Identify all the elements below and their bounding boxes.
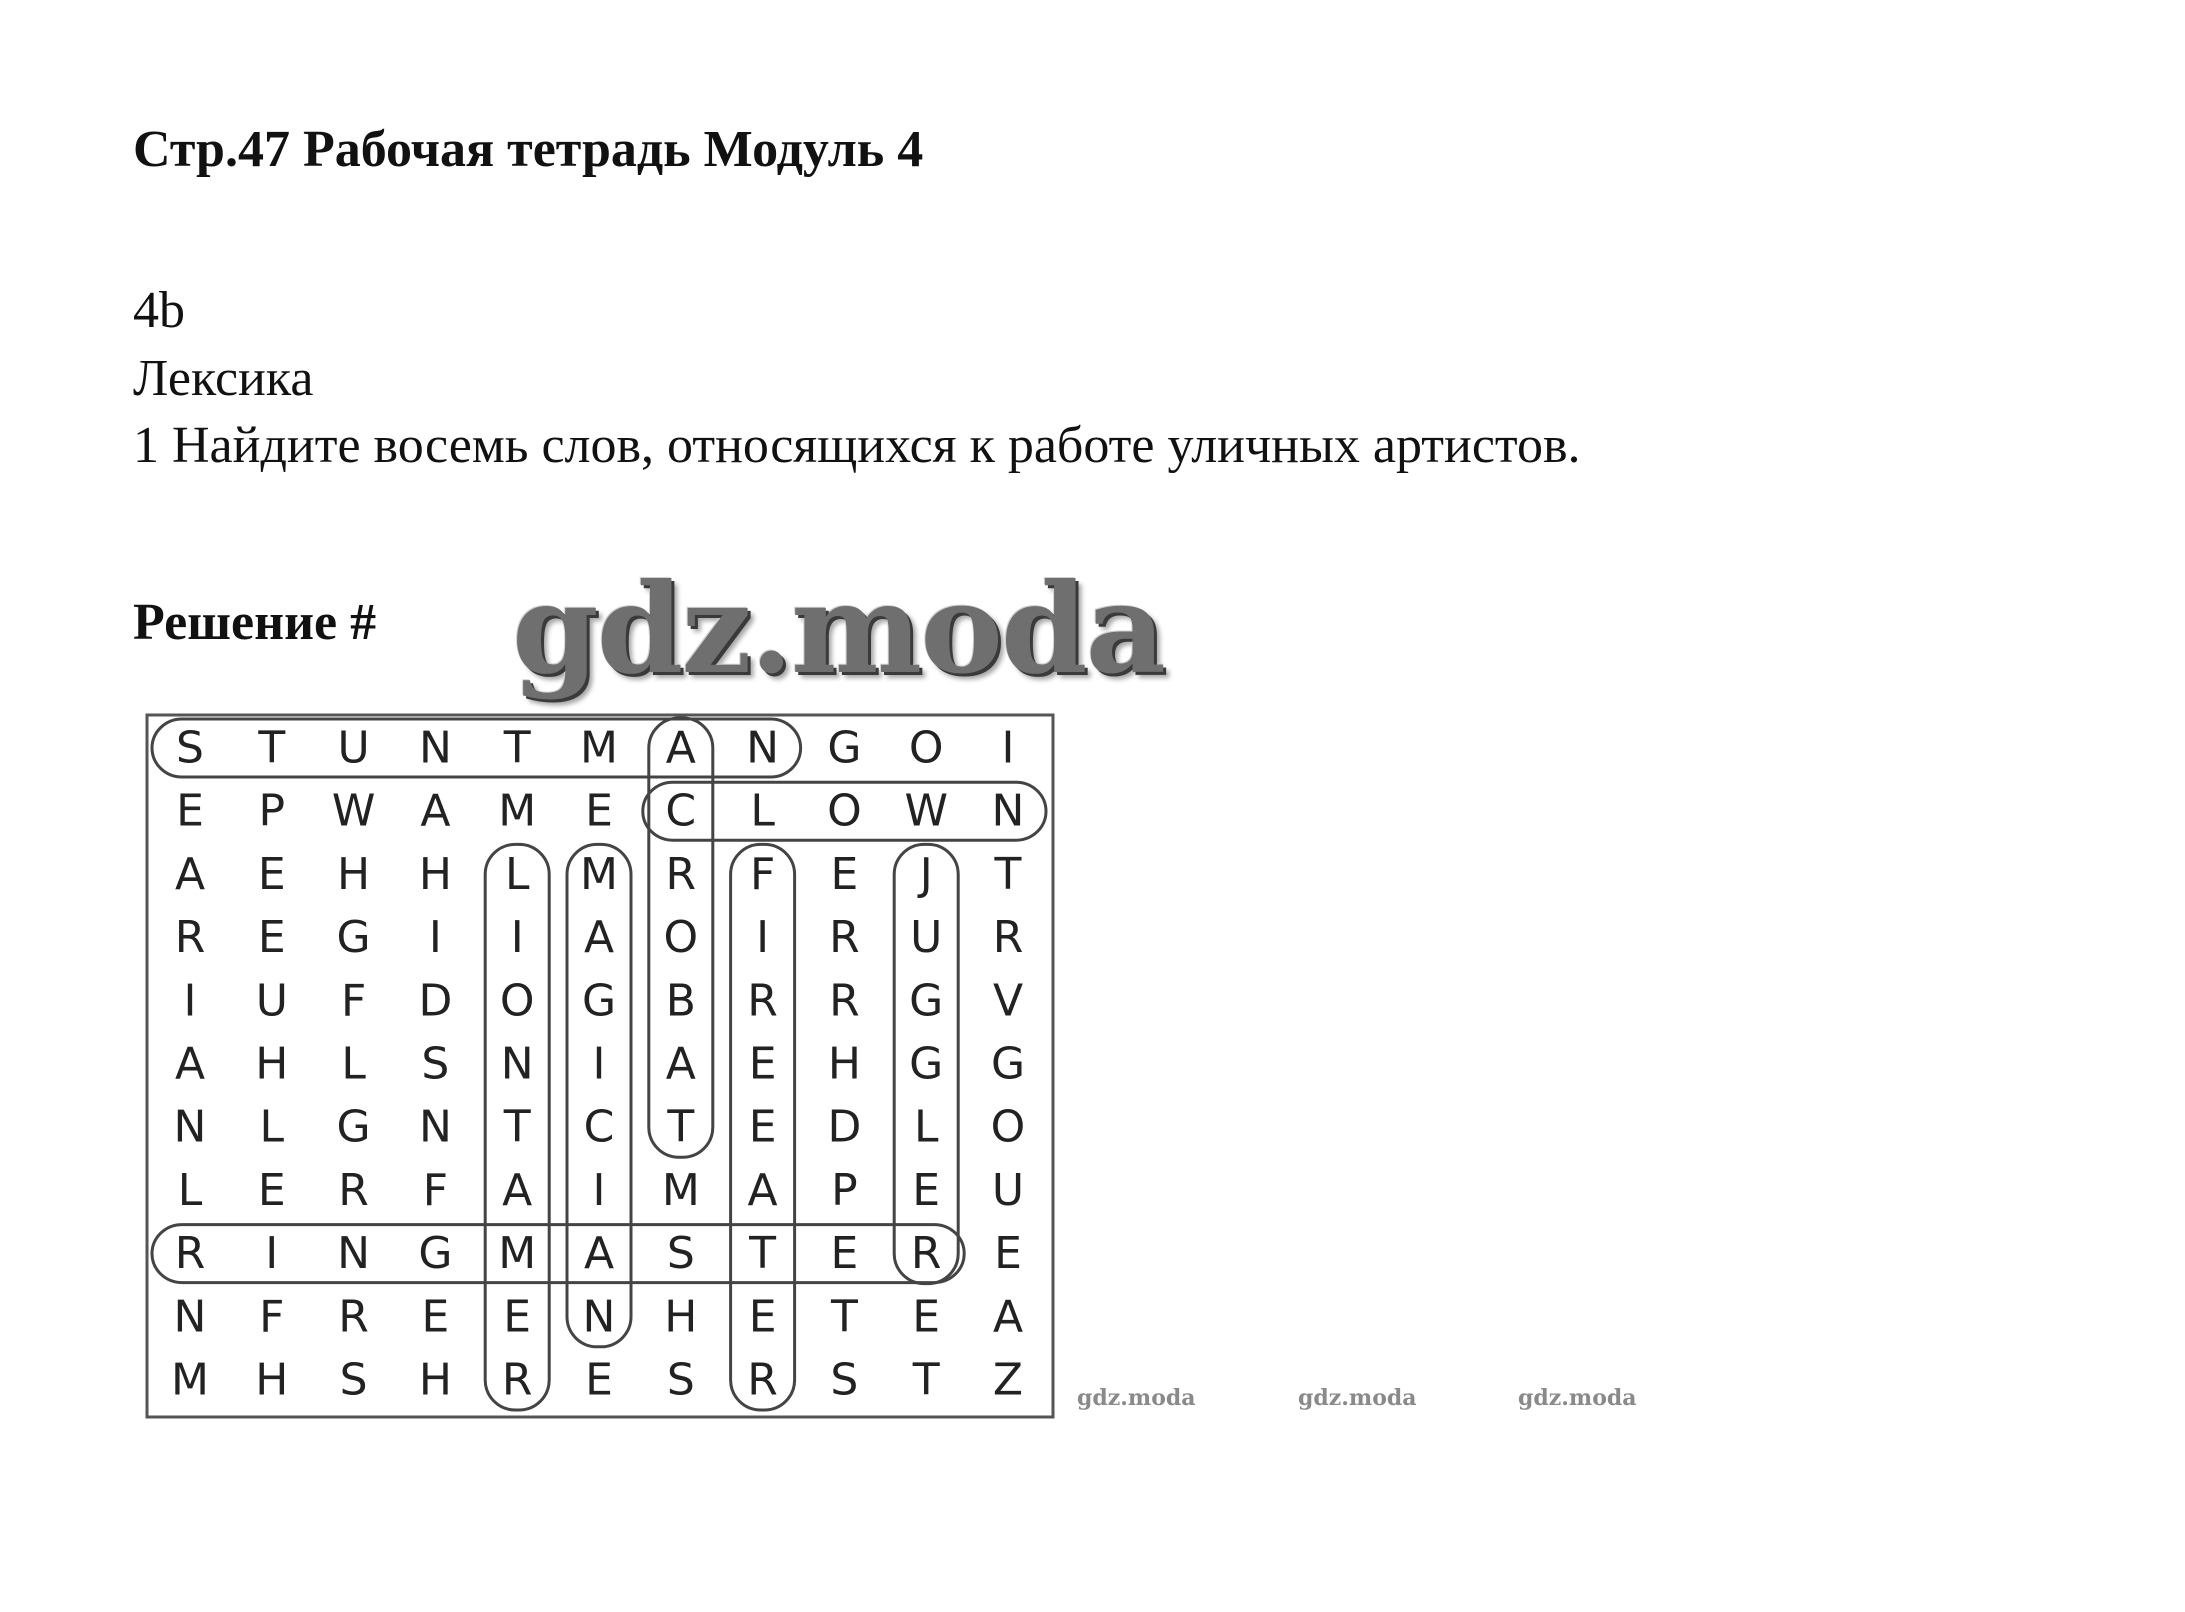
grid-letter: O	[908, 722, 944, 774]
grid-letter: E	[503, 1291, 532, 1343]
grid-letter: H	[664, 1291, 698, 1343]
grid-letter: R	[829, 912, 860, 964]
grid-letter: O	[663, 912, 699, 964]
grid-letter: R	[174, 1228, 206, 1280]
solution-label: Решение #	[133, 594, 377, 651]
grid-letter: I	[592, 1038, 606, 1090]
grid-letter: E	[421, 1291, 450, 1343]
grid-letter: R	[747, 975, 778, 1027]
grid-letter: T	[830, 1291, 858, 1343]
grid-letter: G	[827, 722, 862, 774]
grid-letter: G	[581, 975, 617, 1027]
grid-letter: E	[176, 785, 204, 837]
grid-letter: E	[257, 848, 286, 900]
grid-letter: O	[990, 1101, 1026, 1153]
grid-letter: W	[331, 785, 376, 837]
watermark-small: gdz.moda	[1077, 1385, 1196, 1411]
grid-letter: M	[661, 1164, 700, 1216]
grid-letter: S	[339, 1354, 368, 1406]
grid-letter: L	[259, 1101, 285, 1153]
grid-letter: I	[756, 912, 770, 964]
grid-letter: T	[912, 1354, 940, 1406]
grid-letter: U	[991, 1164, 1025, 1216]
grid-letter: M	[171, 1354, 209, 1406]
grid-letter: T	[258, 722, 286, 774]
grid-letter: T	[503, 722, 531, 774]
grid-letter: R	[338, 1291, 369, 1343]
grid-letter: N	[418, 722, 452, 774]
grid-letter: E	[994, 1228, 1022, 1280]
grid-letter: I	[183, 975, 197, 1027]
grid-letter: E	[585, 1354, 613, 1406]
grid-letter: R	[665, 848, 697, 900]
grid-letter: F	[340, 975, 367, 1027]
grid-letter: A	[583, 1228, 615, 1280]
grid-letter: U	[337, 722, 370, 774]
grid-letter: A	[502, 1164, 533, 1216]
grid-letter: N	[500, 1038, 534, 1090]
grid-letter: E	[748, 1101, 777, 1153]
grid-letter: R	[338, 1164, 369, 1216]
grid-letter: V	[992, 975, 1024, 1027]
grid-letter: L	[177, 1164, 203, 1216]
grid-letter: N	[582, 1291, 616, 1343]
grid-letter: D	[827, 1101, 862, 1153]
grid-letter: H	[337, 848, 371, 900]
grid-letter: N	[173, 1101, 207, 1153]
grid-letter: S	[421, 1038, 450, 1090]
topic-heading: Лексика	[133, 350, 314, 407]
grid-letter: D	[418, 975, 453, 1027]
grid-letter: A	[665, 722, 696, 774]
grid-letter: U	[910, 912, 943, 964]
watermark-small: gdz.moda	[1518, 1385, 1637, 1411]
grid-letter: C	[665, 785, 697, 837]
grid-letter: I	[510, 912, 524, 964]
grid-letter: Z	[992, 1354, 1024, 1406]
grid-letter: E	[257, 1164, 286, 1216]
grid-letter: G	[909, 975, 944, 1027]
grid-letter: A	[747, 1164, 778, 1216]
grid-letter: N	[991, 785, 1025, 837]
grid-letter: F	[422, 1164, 449, 1216]
grid-letter: O	[499, 975, 535, 1027]
grid-letter: T	[667, 1101, 695, 1153]
grid-letter: A	[992, 1291, 1024, 1343]
grid-letter: G	[336, 912, 371, 964]
grid-letter: E	[748, 1291, 777, 1343]
grid-letter: E	[585, 785, 613, 837]
grid-letter: F	[259, 1291, 285, 1343]
grid-letter: R	[747, 1354, 778, 1406]
grid-letter: H	[255, 1354, 289, 1406]
grid-letter: T	[749, 1228, 777, 1280]
page-title: Стр.47 Рабочая тетрадь Модуль 4	[133, 121, 924, 178]
grid-letter: N	[746, 722, 780, 774]
grid-letter: P	[831, 1164, 858, 1216]
grid-letter: L	[504, 848, 530, 900]
grid-letter: T	[994, 848, 1022, 900]
grid-letter: E	[830, 1228, 859, 1280]
grid-letter: S	[666, 1354, 695, 1406]
grid-letter: W	[904, 785, 948, 837]
grid-letter: S	[830, 1354, 859, 1406]
grid-letter: M	[498, 785, 537, 837]
grid-letter: E	[912, 1291, 941, 1343]
grid-letter: I	[1001, 722, 1015, 774]
grid-letter: H	[418, 848, 452, 900]
grid-letter: M	[580, 722, 618, 774]
grid-letter: H	[827, 1038, 861, 1090]
section-number: 4b	[133, 282, 185, 339]
grid-letter: U	[255, 975, 288, 1027]
grid-letter: E	[748, 1038, 777, 1090]
grid-letter: G	[909, 1038, 944, 1090]
grid-letter: S	[176, 722, 204, 774]
watermark-small: gdz.moda	[1298, 1385, 1417, 1411]
grid-letter: G	[336, 1101, 371, 1153]
grid-letter: I	[428, 912, 442, 964]
grid-letter: R	[910, 1228, 942, 1280]
task-instruction: 1 Найдите восемь слов, относящихся к работе уличных артистов.	[133, 417, 1581, 474]
grid-letter: H	[418, 1354, 452, 1406]
grid-letter: E	[257, 912, 286, 964]
grid-letter: N	[418, 1101, 452, 1153]
grid-letter: J	[919, 848, 933, 900]
grid-letter: M	[498, 1228, 537, 1280]
grid-letter: M	[580, 848, 618, 900]
grid-letter: G	[418, 1228, 453, 1280]
grid-letter: A	[420, 785, 451, 837]
watermark-logo: gdz.moda	[512, 557, 1164, 702]
grid-letter: I	[265, 1228, 279, 1280]
grid-letter: L	[341, 1038, 366, 1090]
grid-letter: L	[913, 1101, 939, 1153]
grid-letter: O	[827, 785, 862, 837]
grid-letter: H	[255, 1038, 289, 1090]
grid-letter: A	[583, 912, 615, 964]
grid-letter: A	[174, 1038, 206, 1090]
grid-letter: S	[666, 1228, 695, 1280]
grid-letter: R	[174, 912, 206, 964]
grid-letter: E	[912, 1164, 941, 1216]
grid-letter: P	[258, 785, 286, 837]
grid-letter: B	[665, 975, 696, 1027]
grid-letter: N	[173, 1291, 207, 1343]
grid-letter: R	[501, 1354, 533, 1406]
grid-letter: R	[829, 975, 860, 1027]
grid-letter: I	[592, 1164, 606, 1216]
grid-letter: R	[992, 912, 1024, 964]
grid-letter: F	[749, 848, 776, 900]
grid-letter: G	[990, 1038, 1026, 1090]
grid-letter: L	[750, 785, 775, 837]
grid-letter: N	[337, 1228, 371, 1280]
grid-letter: A	[665, 1038, 696, 1090]
grid-letter: T	[503, 1101, 531, 1153]
grid-letter: C	[583, 1101, 615, 1153]
grid-letter: A	[174, 848, 206, 900]
grid-letter: E	[830, 848, 859, 900]
